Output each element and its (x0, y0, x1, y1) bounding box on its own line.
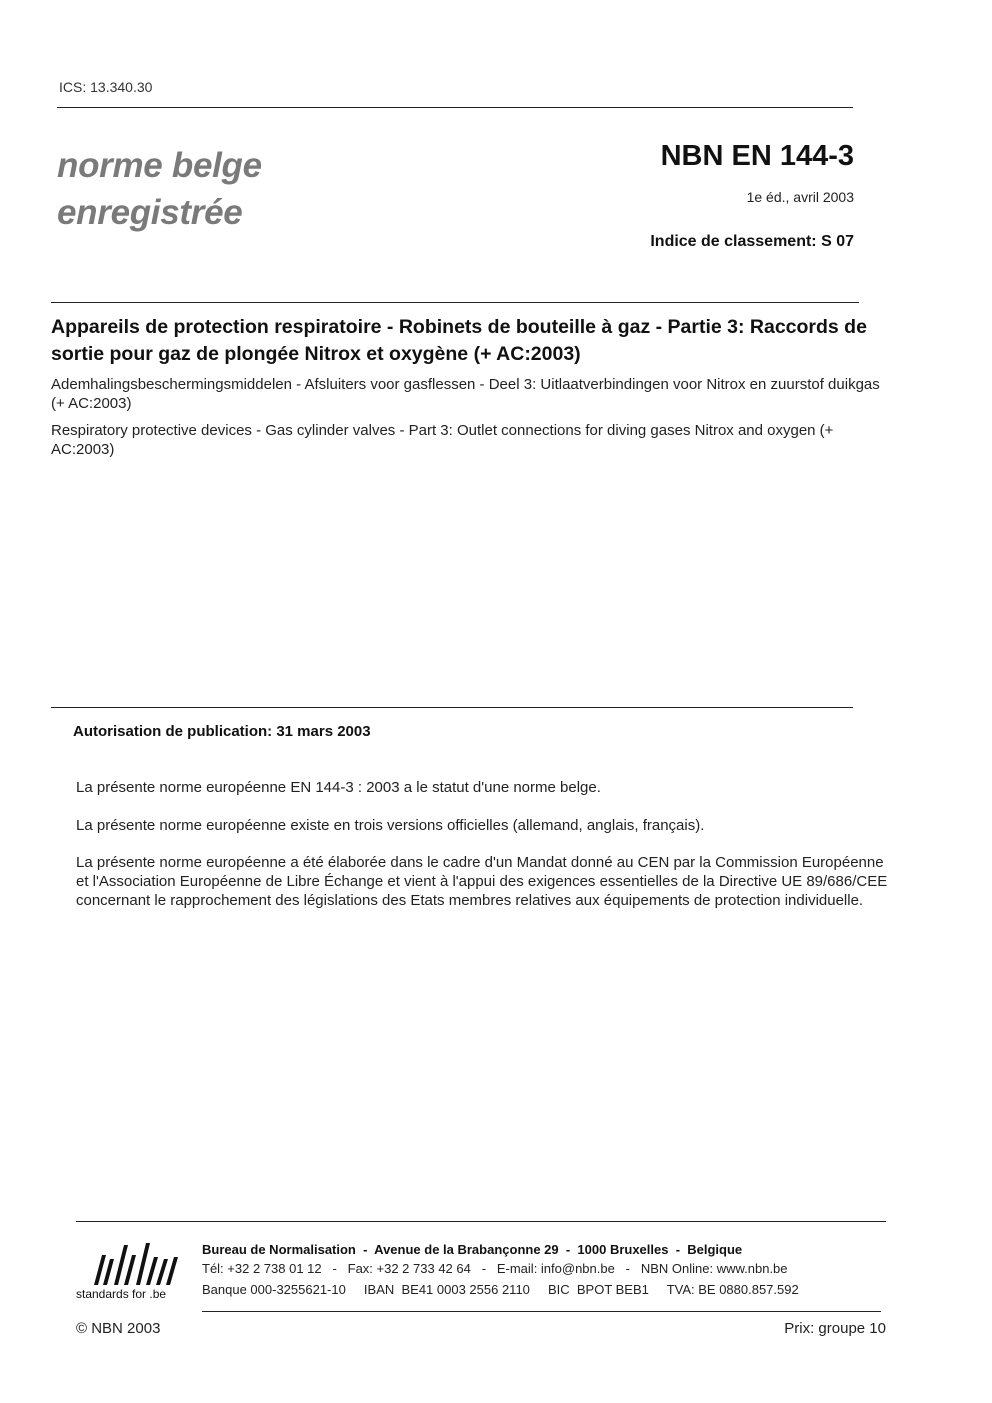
classification-index: Indice de classement: S 07 (650, 233, 854, 250)
paragraph-versions: La présente norme européenne existe en trois versions officielles (allemand, anglais, français). (76, 817, 705, 834)
title-french: Appareils de protection respiratoire - Robinets de bouteille à gaz - Partie 3: Raccords de sortie pour gaz de plongée Nitrox et oxygène (+ AC:2003) (51, 316, 867, 365)
title-dutch: Ademhalingsbeschermingsmiddelen - Afsluiters voor gasflessen - Deel 3: Uitlaatverbindingen voor Nitrox en zuurstof duikgas (+ AC:2003) (51, 376, 880, 412)
contact-details: Tél: +32 2 738 01 12 - Fax: +32 2 733 42 64 - E-mail: info@nbn.be - NBN Online: www.nbn.be (202, 1261, 788, 1276)
paragraph-mandate: La présente norme européenne a été élaborée dans le cadre d'un Mandat donné au CEN par la Commission Européenne et l'Association Européenne de Libre Échange et vient à l'appui des exigences essentielles de la Directive UE 89/686/CEE concernant le rapprochement des législations des Etats membres relatives aux équipements de protection individuelle. (76, 854, 888, 909)
brand-line-2: enregistrée (57, 193, 243, 232)
footer-bottom-rule (202, 1311, 881, 1312)
paragraph-status: La présente norme européenne EN 144-3 : 2003 a le statut d'une norme belge. (76, 779, 601, 796)
bureau-address: Bureau de Normalisation - Avenue de la Brabançonne 29 - 1000 Bruxelles - Belgique (202, 1242, 743, 1257)
title-english: Respiratory protective devices - Gas cylinder valves - Part 3: Outlet connections for diving gases Nitrox and oxygen (+ AC:2003) (51, 422, 834, 458)
logo-tagline: standards for .be (76, 1287, 167, 1301)
brand-line-1: norme belge (57, 146, 262, 185)
norm-identifier: NBN EN 144-3 (660, 140, 854, 172)
title-rule (51, 302, 859, 303)
footer-top-rule (76, 1221, 886, 1222)
copyright: © NBN 2003 (76, 1320, 161, 1337)
header-rule (57, 107, 853, 108)
brand-title (57, 142, 262, 236)
body-rule (51, 707, 853, 708)
bank-details: Banque 000-3255621-10 IBAN BE41 0003 2556 2110 BIC BPOT BEB1 TVA: BE 0880.857.592 (202, 1282, 799, 1297)
price-group: Prix: groupe 10 (784, 1320, 886, 1337)
edition-date: 1e éd., avril 2003 (746, 189, 854, 205)
publication-authorisation: Autorisation de publication: 31 mars 2003 (73, 723, 371, 740)
ics-code: ICS: 13.340.30 (59, 79, 153, 95)
